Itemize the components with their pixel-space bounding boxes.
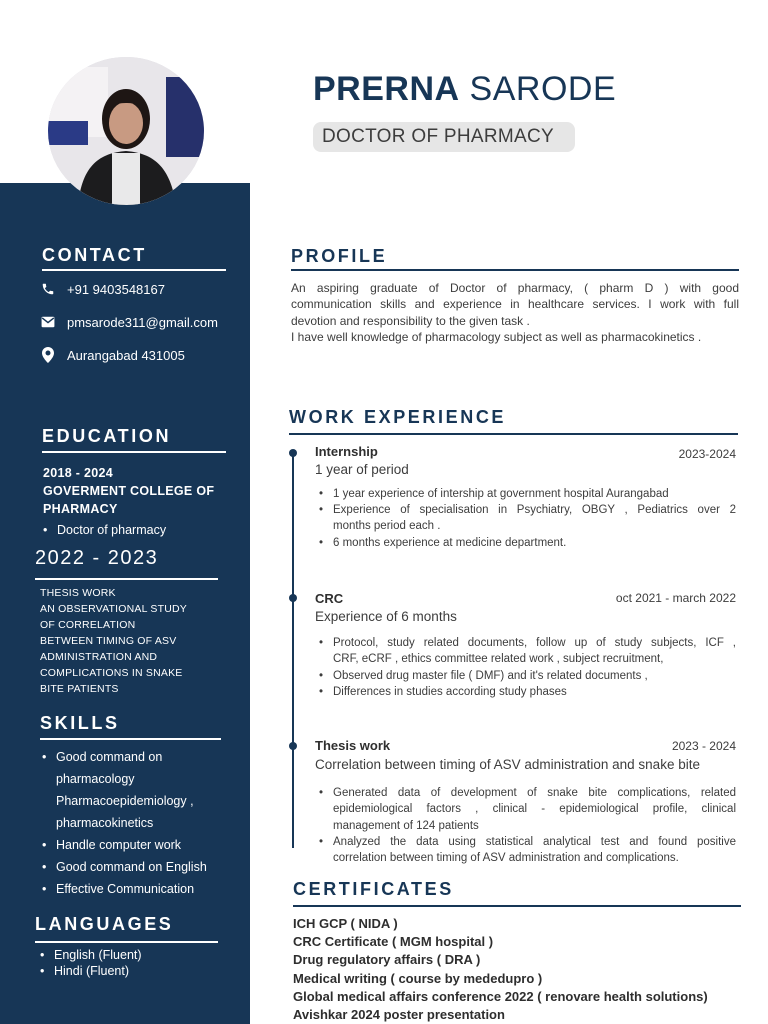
job-detail: months period each . <box>333 520 441 532</box>
job-detail: • 6 months experience at medicine department. <box>333 537 736 549</box>
degree-item: • Doctor of pharmacy <box>57 523 166 537</box>
certificate-item: ICH GCP ( NIDA ) <box>293 916 398 931</box>
job-detail: • Differences in studies according study phases <box>333 686 736 698</box>
email-link[interactable]: pmsarode311@gmail.com <box>67 314 218 330</box>
certificate-item: Avishkar 2024 poster presentation <box>293 1007 505 1022</box>
location-text: Aurangabad 431005 <box>67 347 185 363</box>
contact-location <box>40 347 185 363</box>
job-detail: epidemiological factors , clinical - epidemiological profile, clinical <box>333 803 736 815</box>
certificates-divider <box>293 905 741 907</box>
job-detail: management of 124 patients <box>333 820 479 832</box>
profile-divider <box>291 269 739 271</box>
certificate-item: Medical writing ( course by mededupro ) <box>293 971 543 986</box>
role-badge: DOCTOR OF PHARMACY <box>313 122 575 152</box>
skill-item: • Handle computer work <box>56 838 181 852</box>
certificate-item: Drug regulatory affairs ( DRA ) <box>293 952 481 967</box>
contact-phone <box>40 281 165 297</box>
experience-divider <box>289 433 738 435</box>
thesis-line: AN OBSERVATIONAL STUDY <box>40 603 187 615</box>
phone-icon <box>40 281 56 297</box>
thesis-line: ADMINISTRATION AND <box>40 651 158 663</box>
job-detail: correlation between timing of ASV administration and complications. <box>333 852 679 864</box>
college-name-line1: GOVERMENT COLLEGE OF <box>43 484 215 498</box>
job-date: 2023 - 2024 <box>671 739 736 753</box>
contact-divider <box>42 269 226 271</box>
skill-item: • Good command on English <box>56 860 207 874</box>
language-item: • English (Fluent) <box>54 948 142 962</box>
college-name-line2: PHARMACY <box>43 502 118 516</box>
job-detail: • Observed drug master file ( DMF) and it's related documents , <box>333 670 736 682</box>
education-years: 2018 - 2024 <box>43 466 114 480</box>
job-detail: • Protocol, study related documents, follow up of study subjects, ICF , <box>333 637 736 649</box>
first-name: PRERNA <box>313 70 460 108</box>
job-detail: • Analyzed the data using statistical analytical test and found positive <box>333 836 736 848</box>
job-detail: • 1 year experience of intership at government hospital Aurangabad <box>333 488 736 500</box>
job-detail: CRF, eCRF , ethics committee related work , subject recruitment, <box>333 653 664 665</box>
job-detail: • Generated data of development of snake bite complications, related <box>333 787 736 799</box>
education-divider <box>42 451 226 453</box>
thesis-line: OF CORRELATION <box>40 619 136 631</box>
language-item: • Hindi (Fluent) <box>54 964 129 978</box>
job-date: 2023-2024 <box>678 447 736 461</box>
job-title: CRC <box>315 591 344 606</box>
timeline-dot <box>289 742 297 750</box>
timeline-dot <box>289 449 297 457</box>
thesis-line: COMPLICATIONS IN SNAKE <box>40 667 183 679</box>
experience-heading: WORK EXPERIENCE <box>289 407 507 427</box>
phone-text: +91 9403548167 <box>67 281 165 297</box>
thesis-years: 2022 - 2023 <box>35 547 159 569</box>
skills-divider <box>40 738 221 740</box>
timeline-dot <box>289 594 297 602</box>
education-heading: EDUCATION <box>42 426 172 446</box>
skill-item: Pharmacoepidemiology , <box>56 794 194 808</box>
full-name <box>313 70 616 109</box>
profile-text-line: devotion and responsibility to the given task . <box>291 314 530 328</box>
last-name: SARODE <box>469 70 617 108</box>
certificates-heading: CERTIFICATES <box>293 879 454 899</box>
profile-heading: PROFILE <box>291 246 388 266</box>
experience-timeline <box>292 453 294 848</box>
job-date: oct 2021 - march 2022 <box>615 591 736 605</box>
job-subtitle: 1 year of period <box>315 462 409 477</box>
certificate-item: CRC Certificate ( MGM hospital ) <box>293 934 494 949</box>
contact-heading: CONTACT <box>42 245 147 265</box>
contact-email <box>40 314 218 330</box>
profile-photo <box>48 57 204 205</box>
skill-item: • Effective Communication <box>56 882 194 896</box>
profile-text-line: An aspiring graduate of Doctor of pharmacy, ( pharm D ) with good <box>291 281 739 295</box>
envelope-icon <box>40 314 56 330</box>
map-pin-icon <box>40 347 56 363</box>
languages-divider <box>35 941 218 943</box>
skill-item: pharmacokinetics <box>56 816 154 830</box>
skill-item: • Good command on <box>56 750 162 764</box>
profile-text-line: communication skills and experience in healthcare services. I work with full <box>291 297 739 311</box>
thesis-line: THESIS WORK <box>40 587 116 599</box>
job-subtitle: Correlation between timing of ASV administration and snake bite <box>315 757 700 772</box>
languages-heading: LANGUAGES <box>35 914 174 934</box>
thesis-line: BETWEEN TIMING OF ASV <box>40 635 177 647</box>
thesis-divider <box>35 578 218 580</box>
profile-text-line: I have well knowledge of pharmacology subject as well as pharmacokinetics . <box>291 330 702 344</box>
job-detail: • Experience of specialisation in Psychiatry, OBGY , Pediatrics over 2 <box>333 504 736 516</box>
job-title: Internship <box>315 444 378 459</box>
thesis-line: BITE PATIENTS <box>40 683 119 695</box>
skill-item: pharmacology <box>56 772 135 786</box>
certificate-item: Global medical affairs conference 2022 ( renovare health solutions) <box>293 989 708 1004</box>
job-subtitle: Experience of 6 months <box>315 609 457 624</box>
job-title: Thesis work <box>315 738 391 753</box>
skills-heading: SKILLS <box>40 713 120 733</box>
